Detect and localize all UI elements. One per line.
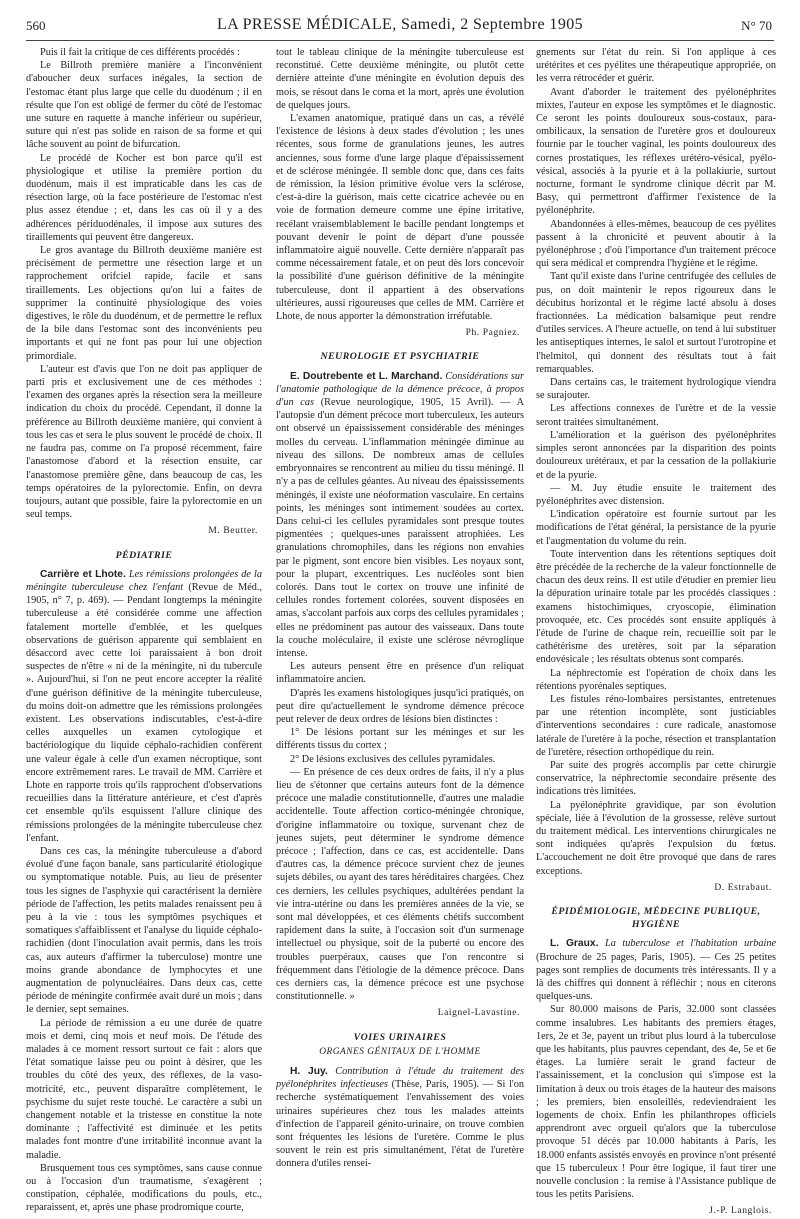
article-body: (Thèse, Paris, 1905). — Si l'on recherche systématiquement l'envahissement des voies urinaires supérieures chez tous les malades atteints d'infection de l'appareil génito-urinaire, on trouve combien sont fréquentes les lésions de l'uretère. Comme le plus souvent le rein est pris simultanément, l'état de l'uretère donnera d'utiles rensei- [276,1079,524,1170]
article-title: Les rémissions prolongées de la méningite tuberculeuse chez l'enfant [26,568,262,593]
paragraph: La période de rémission a eu une durée de quatre mois et demi, cinq mois et neuf mois. De l'étude des malades à ce moment ressort surtout ce fait : alors que l'état somatique laisse peu ou point à désirer, que les troubles du côté des yeux, des réflexes, de la vaso-motricité, etc., peuvent disparaître complètement, le psychisme du sujet reste touché. Le caractère a subi un changement notable et la tristesse en constitue la note dominante ; l'affectivité est diminuée et les petits malades font montre d'une irritabilité inconnue avant la maladie. [26,1017,262,1161]
journal-title: LA PRESSE MÉDICALE, Samedi, 2 Septembre 1905 [216,16,584,33]
paragraph: Abandonnées à elles-mêmes, beaucoup de ces pyélites passent à la chronicité et peuvent aboutir à la pyélonéphrose ; d'où l'importance d'un traitement précoce qui sera médical et comprendra l'hygiène et le régime. [536,218,776,270]
article-lead [536,937,776,1003]
paragraph: Brusquement tous ces symptômes, sans cause connue ou à l'occasion d'un traumatisme, s'exagèrent ; constipation, céphalée, modifications du pouls, etc., reparaissent, et, après une phase prodromique courte, [26,1162,262,1214]
column-3 [536,46,777,1217]
article-author: H. Juy. [290,1066,328,1078]
signature: Laignel-Lavastine. [437,1008,520,1019]
issue-number: N° 70 [741,18,772,33]
paragraph: La pyélonéphrite gravidique, par son évolution spéciale, liée à l'évolution de la grossesse, relève surtout du traitement médical. Les interventions chirurgicales ne sont indiquées qu'après l'expulsion du fœtus. L'accouchement ne doit être provoqué que dans de rares exceptions. [536,799,776,877]
article-title: La tuberculose et l'habitation urbaine [605,938,777,950]
paragraph: L'auteur est d'avis que l'on ne doit pas appliquer de parti pris et exclusivement une de ces méthodes : l'examen des organes après la résection sera la meilleure indication du choix du procédé. Cependant, il donne la préférence au Billroth deuxième manière, qui convient à tous les cas et sera le plus souvent le procédé de choix. Il ne faudra pas, comme on l'a proposé récemment, faire l'anastomose d'abord et la résection ensuite, car l'anastomose première gêne, dans beaucoup de cas, les temps opératoires de la pylorectomie. Enfin, on devra toujours, autant que possible, faire la pylorectomie en un seul temps. [26,363,262,521]
paragraph: Dans ces cas, la méningite tuberculeuse a d'abord évolué d'une façon banale, sans particularité étiologique ou symptomatique notable. Puis, au lieu de présenter tous les signes de l'asphyxie qui caractérisent la dernière période de l'affection, les petits malades renaissent peu à peu à la vie : tous les symptômes psychiques et somatiques s'affaiblissent et l'analyse du liquide céphalo-rachidien (dont l'inoculation avait permis, dans les trois cas, aux auteurs d'affirmer la tuberculose) montre une moins grande abondance de lymphocytes et une augmentation de polynucléaires. Dans deux cas, cette période de méningite confirmée avait duré un mois ; dans le dernier, sept semaines. [26,845,262,1016]
signature: Ph. Pagniez. [465,328,520,339]
paragraph: Les auteurs pensent être en présence d'un reliquat inflammatoire ancien. [276,661,524,686]
column-1 [26,46,263,1214]
article-title: Contribution à l'étude du traitement des pyélonéphrites infectieuses [276,1066,524,1091]
article-lead [276,370,524,660]
section-heading-voies-urinaires: VOIES URINAIRES [353,1031,447,1043]
list-item: 1° De lésions portant sur les méninges et sur les différents tissus du cortex ; [276,727,524,752]
paragraph: Sur 80.000 maisons de Paris, 32.000 sont classées comme insalubres. Les habitants des premiers étages, 1ers, 2e et 3e, payent un tribut plus lourd à la tuberculose que les habitants, plus pauvres cependant, des 4e, 5e et 6e étages. La lumière serait le grand facteur de l'assainissement, et la conclusion qui s'impose est la limitation à deux ou trois étages de la hauteur des maisons ; les premiers, bien ensoleillés, redeviendraient les logements de choix. Enfin les philanthropes officiels apprendront avec orgueil qu'alors que la tuberculose provoque 51 décès par 10.000 habitants à Paris, les 18.000 enfants assistés envoyés en province n'ont présenté que 15 tuberculeux ! Pour être logique, il faut tirer une nouvelle conclusion : la remise à l'Assistance publique de tous les petits Parisiens. [536,1004,776,1201]
column-2 [276,46,525,1170]
paragraph: L'indication opératoire est fournie surtout par les modifications de l'état général, la persistance de la pyurie et l'augmentation du volume du rein. [536,509,776,547]
header-rule [26,40,774,41]
paragraph: Le procédé de Kocher est bon parce qu'il est physiologique et utilise la première portion du duodénum, mais il est impraticable dans les cas de résection large, où la face postérieure de l'estomac n'est plus assez étendue ; et, dans les cas où il y a des adhérences périduodénales, il impose aux sutures des tiraillements qui peuvent être dangereux. [26,152,262,243]
article-author: L. Graux. [550,938,599,950]
article-body: (Revue neurologique, 1905, 15 Avril). — A l'autopsie d'un dément précoce mort tuberculeux, les auteurs ont observé un épaississement considérable des méninges molles du cerveau. L'inflammation méningée diminue au niveau des sillons. De nombreux amas de cellules embryonnaires se rencontrent au milieu du tissu méningé. Il n'y a pas de cellules géantes. Au niveau des épaississements méningés, il existe une néoformation vasculaire. En certains points, les méninges sont intimement soudées au cortex. Dans celui-ci les cellules pyramidales sont presque toutes pigmentées ; quelques-unes paraissent atrophiées. Les granulations chromophiles, dans les régions non envahies par le pigment, sont encore bien visibles. Les noyaux sont, pour la plupart, excentriques. Les nucléoles sont bien colorés. Dans tout le cortex on trouve une infinité de cellules rondes fortement colorées, souvent disposées en amas, s'accolant parfois aux corps des cellules pyramidales ; elles ne prédominent pas autour des vaisseaux. Dans toute la couche moléculaire, il existe une sclérose névroglique intense. [276,397,525,659]
paragraph: Avant d'aborder le traitement des pyélonéphrites mixtes, l'auteur en expose les symptômes et le diagnostic. Ce seront les points douloureux sous-costaux, para-ombilicaux, la sensation de l'uretère gros et douloureux fournie par le toucher vaginal, les points douloureux des cornes prostatiques, les réflexes urétéro-vésical, pyélo-vésical, associés à la pyurie et à la pollakiurie, surtout nocturne, formant le syndrome clinique décrit par M. Basy, qui permettront d'affirmer l'existence de la pyélonéphrite. [536,86,776,217]
signature: J.-P. Langlois. [709,1206,772,1217]
lesion-list [276,726,524,766]
list-item: 2° De lésions exclusives des cellules pyramidales. [290,753,496,765]
section-heading-neurologie: NEUROLOGIE ET PSYCHIATRIE [320,351,480,363]
article-author: Carrière et Lhote. [40,568,126,580]
paragraph: La néphrectomie est l'opération de choix dans les rétentions pyorénales septiques. [536,667,776,692]
paragraph: Les affections connexes de l'urètre et de la vessie seront traitées simultanément. [536,403,776,428]
page-number: 560 [26,18,46,33]
paragraph: Tant qu'il existe dans l'urine centrifugée des cellules de pus, on doit maintenir le repos rigoureux dans le décubitus horizontal et le régime lacté absolu à doses fractionnées. La médication balsamique peut rendre d'utiles services. A l'heure actuelle, on tend à lui substituer les antiseptiques internes, le salol et surtout l'urotropine et l'helmitol, qui donnent des résultats tout à fait remarquables. [536,271,776,375]
paragraph: L'amélioration et la guérison des pyélonéphrites simples seront annoncées par la disparition des points douloureux urétéraux, et par la cessation de la pollakiurie et de la pyurie. [536,429,776,481]
article-lead [26,568,262,845]
paragraph: L'examen anatomique, pratiqué dans un cas, a révélé l'existence de lésions à deux stades d'évolution ; les unes récentes, sous forme de granulations jeunes, les autres anciennes, sous forme d'une large plaque d'épaississement et de sclérose méningée. Il semble donc que, dans ces faits de rémission, la lésion primitive évolue vers la sclérose, c'est-à-dire la guérison, mais cette cicatrice achevée ou en voie de formation demeure comme une épine irritative, recélant vraisemblablement le bacille pendant longtemps et pouvant devenir le point de départ d'une poussée inflammatoire aiguë nouvelle. Cette dernière n'apparaît pas comme nécessairement fatale, et on peut dès lors concevoir la possibilité d'une guérison définitive de la méningite tuberculeuse, dont il appartient à des observations ultérieures, aussi rigoureuses que celles de MM. Carrière et Lhote, de nous apporter la démonstration irréfutable. [276,113,524,323]
paragraph: D'après les examens histologiques jusqu'ici pratiqués, on peut dire qu'actuellement le syndrome démence précoce peut relever de deux ordres de lésions bien distinctes : [276,687,524,725]
paragraph: — En présence de ces deux ordres de faits, il n'y a plus lieu de s'étonner que certains auteurs font de la démence précoce une maladie constitutionnelle, d'autres une maladie accidentelle. Toute affection cortico-méningée chronique, d'origine inflammatoire ou toxique, survenant chez de jeunes sujets, peut déterminer le syndrome démence précoce ; l'affection, dans ce cas, est accidentelle. Dans d'autres cas, la démence précoce survient chez de jeunes sujets débiles, ou ayant des tares héréditaires chargées. Chez ces derniers, les cellules psychiques, adultérées pendant la vie intra-utérine ou dans les premières années de la vie, se sont mal développées, et ces éléments chétifs succombent rapidement dans la suite, à l'occasion soit d'un surmenage intellectuel ou physique, soit de la puberté ou encore des troubles puerpéraux, causes que l'on rencontre si fréquemment dans l'étiologie de la démence précoce. Dans ces derniers cas, la démence précoce est une psychose constitutionnelle. » [276,766,524,1003]
article-lead [276,1065,524,1171]
section-subheading: ORGANES GÉNITAUX DE L'HOMME [319,1046,481,1057]
section-heading-pediatrie: PÉDIATRIE [115,549,173,561]
paragraph: Les fistules réno-lombaires persistantes, entretenues par une rétention incomplète, sont justiciables d'interventions secondaires : cure radicale, anastomose latérale de l'uretère à la poche, résection et transplantation de l'uretère, résection orthopédique du rein. [536,693,776,758]
paragraph: Toute intervention dans les rétentions septiques doit être précédée de la recherche de la valeur fonctionnelle de chacun des deux reins. Il est utile d'étudier en premier lieu la dépuration urinaire totale par les procédés classiques : examens histochimiques, cryoscopie, élimination provoquée, etc. Ces procédés sont ensuite appliqués à l'étude de l'urine de chaque rein, recueillie soit par le cathétérisme des uretères, soit par la séparation endovésicale ; les résultats obtenus sont comparés. [536,548,776,666]
article-body: (Revue de Méd., 1905, n° 7, p. 469). — Pendant longtemps la méningite tuberculeuse a été considérée comme une affection fatalement mortelle d'emblée, et les quelques observations de guérison apparente qui semblaient en désaccord avec cette loi paraissaient à bon droit suspectes de n'être « ni de la méningite, ni du tubercule ». Aujourd'hui, si l'on ne peut encore accepter la réalité d'une guérison définitive de la méningite tuberculeuse, du moins doit-on admettre que les rémissions prolongées existent. Les observations indiscutables, c'est-à-dire celles auxquelles un examen cytologique et bactériologique du liquide céphalo-rachidien confèrent une valeur égale à celle d'un examen nécroptique, sont encore extrêmement rares. Le travail de MM. Carrière et Lhote en rapporte trois qu'ils rapprochent d'observations recueillies dans la littérature antérieure, et c'est d'après cet ensemble qu'ils esquissent l'allure clinique des rémissions prolongées de la méningite tuberculeuse chez l'enfant. [26,581,263,844]
paragraph: Le gros avantage du Billroth deuxième manière est précisément de permettre une résection large et un rapprochement orifciel rapide, facile et sans tiraillements. Les objections qu'on lui a faites de supprimer la continuité physiologique des voies digestives, le rôle du duodénum, et de permettre le reflux de la bile dans l'estomac sont des inconvénients peu importants et qui ne font pas pour lui une objection primordiale. [26,245,262,362]
article-title: Considérations sur l'anatomie pathologique de la démence précoce, à propos d'un cas [276,370,525,409]
paragraph: Puis il fait la critique de ces différents procédés : [40,47,240,58]
page-header [22,14,778,36]
signature: D. Estrabaut. [714,882,772,893]
section-heading-epidemiologie: ÉPIDÉMIOLOGIE, MÉDECINE PUBLIQUE, HYGIÈNE [551,906,761,931]
paragraph: Le Billroth première manière a l'inconvénient d'aboucher deux surfaces inégales, la section de l'estomac étant plus large que celle du duodénum ; il en résulte que l'on est obligé de fermer du côté de l'estomac une suture en raquette à manche inférieur ou supérieur, suture qui n'est pas solide en raison de sa forme et qui lâche souvent au point de bifurcation. [26,60,262,151]
signature: M. Beutter. [208,526,258,537]
paragraph: Dans certains cas, le traitement hydrologique viendra se surajouter. [536,377,776,402]
paragraph: tout le tableau clinique de la méningite tuberculeuse est reconstitué. Cette deuxième méningite, ou plutôt cette dernière atteinte d'une méningite en évolution depuis des mois, se résout dans le coma et la mort, après une évolution de quelques jours. [276,47,524,111]
paragraph: Par suite des progrès accomplis par cette chirurgie conservatrice, la néphrectomie secondaire présente des indications très limitées. [536,759,776,798]
article-author: E. Doutrebente et L. Marchand. [290,370,443,382]
article-body: (Brochure de 25 pages, Paris, 1905). — Ces 25 petites pages sont remplies de documents très intéressants. Il y a là des chiffres qui donnent à réfléchir ; nous en citerons quelques-uns. [536,951,776,1003]
paragraph: gnements sur l'état du rein. Si l'on applique à ces urétérites et ces pyélites une thérapeutique appropriée, on les verra rétrocéder et guérir. [536,47,776,85]
paragraph: — M. Juy étudie ensuite le traitement des pyélonéphrites avec distension. [536,482,776,507]
